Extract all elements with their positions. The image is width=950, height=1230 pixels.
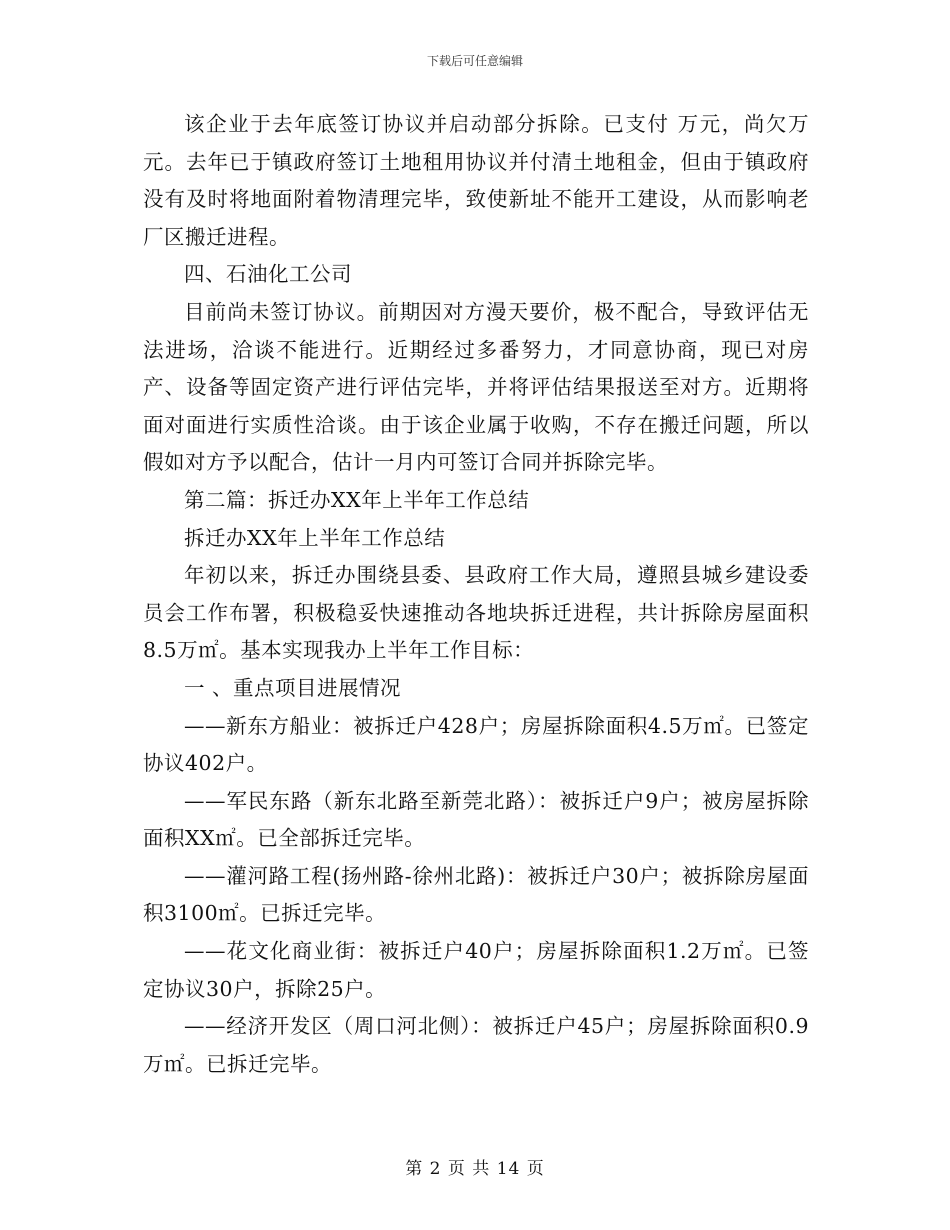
page-number-footer: 第 2 页 共 14 页: [405, 1159, 545, 1179]
report-title: 拆迁办XX年上半年工作总结: [184, 525, 446, 550]
project-item: ——新东方船业：被拆迁户428户；房屋拆除面积4.5万㎡。已签定协议402户。: [143, 713, 809, 776]
project-item: ——军民东路（新东北路至新莞北路）：被拆迁户9户；被房屋拆除面积XX㎡。已全部拆迁完毕。: [143, 788, 809, 851]
page-header-note: 下载后可任意编辑: [426, 54, 523, 68]
section-heading: 一 、重点项目进展情况: [184, 675, 402, 700]
section-heading: 四、石油化工公司: [184, 262, 352, 287]
project-item: ——灌河路工程(扬州路-徐州北路)：被拆迁户30户；被拆除房屋面积3100㎡。已拆迁完毕。: [143, 863, 809, 926]
paragraph: 目前尚未签订协议。前期因对方漫天要价，极不配合，导致评估无法进场，洽谈不能进行。近期经过多番努力，才同意协商，现已对房产、设备等固定资产进行评估完毕，并将评估结果报送至对方。近期将面对面进行实质性洽谈。由于该企业属于收购，不存在搬迁问题，所以假如对方予以配合，估计一月内可签订合同并拆除完毕。: [143, 299, 809, 475]
project-item: ——经济开发区（周口河北侧）：被拆迁户45户；房屋拆除面积0.9万㎡。已拆迁完毕。: [143, 1014, 809, 1076]
document-body: [143, 106, 809, 1083]
paragraph: 年初以来，拆迁办围绕县委、县政府工作大局，遵照县城乡建设委员会工作布署，积极稳妥快速推动各地块拆迁进程，共计拆除房屋面积8.5万㎡。基本实现我办上半年工作目标：: [143, 563, 809, 663]
paragraph: 该企业于去年底签订协议并启动部分拆除。已支付 万元，尚欠万元。去年已于镇政府签订土地租用协议并付清土地租金，但由于镇政府没有及时将地面附着物清理完毕，致使新址不能开工建设，从而影响老厂区搬迁进程。: [143, 112, 809, 249]
chapter-title: 第二篇：拆迁办XX年上半年工作总结: [184, 487, 530, 512]
project-item: ——花文化商业街：被拆迁户40户；房屋拆除面积1.2万㎡。已签定协议30户，拆除25户。: [143, 939, 809, 1001]
